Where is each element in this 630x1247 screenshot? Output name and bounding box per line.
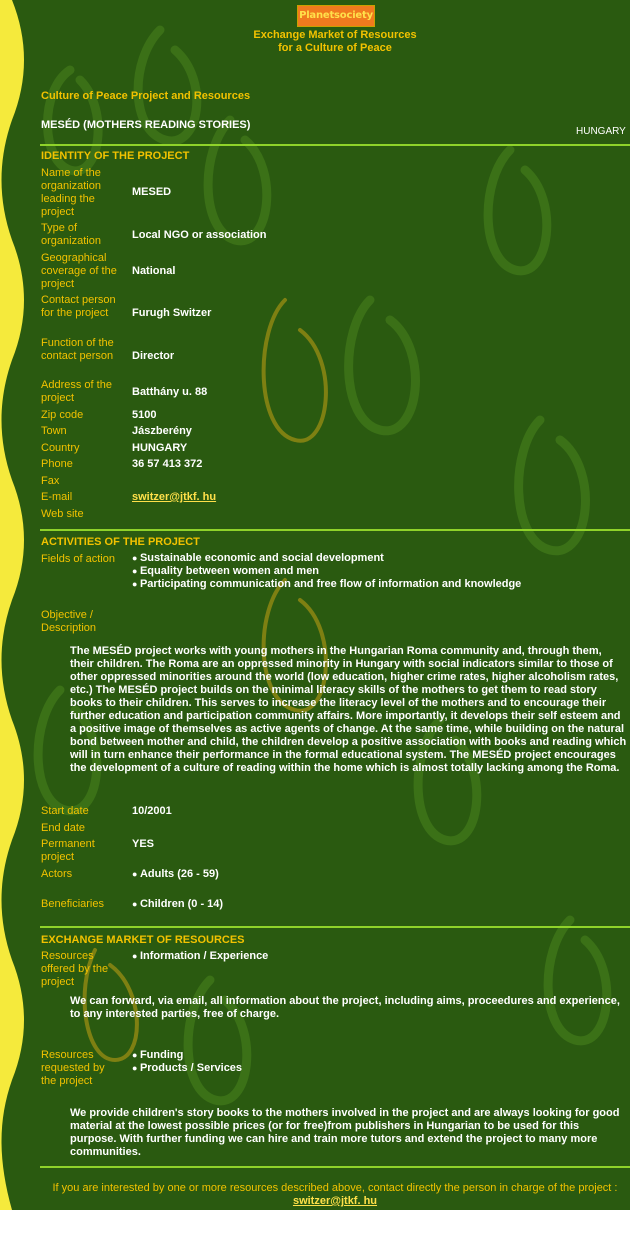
divider: [40, 144, 630, 146]
list-item: ● Children (0 - 14): [132, 898, 223, 911]
header-title-line1: Exchange Market of Resources: [253, 29, 417, 41]
identity-heading: IDENTITY OF THE PROJECT: [41, 150, 190, 162]
breadcrumb: Culture of Peace Project and Resources: [41, 90, 251, 102]
value-town: Jászberény: [132, 425, 192, 437]
value-start-date: 10/2001: [132, 805, 172, 817]
value-country: HUNGARY: [132, 442, 188, 454]
label-email: E-mail: [41, 491, 73, 503]
label-geographical-coverage: Geographical coverage of the project: [41, 252, 117, 290]
label-start-date: Start date: [41, 805, 89, 817]
project-title: MESÉD (MOTHERS READING STORIES): [41, 119, 251, 131]
value-organization-type: Local NGO or association: [132, 229, 267, 241]
label-actors: Actors: [41, 868, 73, 880]
list-item: ● Participating communication and free flow of information and knowledge: [132, 578, 521, 591]
value-contact-function: Director: [132, 350, 175, 362]
value-phone: 36 57 413 372: [132, 458, 203, 470]
label-organization-type: Type of organization: [41, 222, 101, 247]
footer-text: If you are interested by one or more resources described above, contact directly the person in charge of the project :: [52, 1182, 618, 1194]
project-description: The MESÉD project works with young mothers in the Hungarian Roma community and, through them, their children. The Roma are an oppressed minority in Hungary with social indicators similar to those of other oppressed minorities around the world (low education, higher crime rates, higher alcoholism rates, etc.) The MESÉD project builds on the minimal literacy skills of the mothers to get them to read story books to their children. This serves to increase the literacy level of the mothers and to encourage their further education and participation community affairs. More importantly, it develops their self esteem and a positive image of themselves as active agents of change. At the same time, while building on the natural bond between mother and child, the children develop a positive association with books and reading which will in turn enhance their performance in the formal educational system. The MESÉD project encourages the development of a culture of reading within the home which is almost totally lacking among the Roma.: [70, 645, 627, 774]
list-item: ● Information / Experience: [132, 950, 268, 963]
label-contact-function: Function of the contact person: [41, 337, 114, 362]
divider: [40, 926, 630, 928]
exchange-heading: EXCHANGE MARKET OF RESOURCES: [41, 934, 245, 946]
divider: [40, 1166, 630, 1168]
label-objective: Objective / Description: [41, 609, 97, 634]
actors-list: [132, 868, 219, 881]
resources-offered-list: [132, 950, 268, 963]
country-tag: HUNGARY: [576, 126, 626, 137]
label-resources-offered: Resources offered by the project: [41, 950, 109, 988]
resources-offered-text: We can forward, via email, all information about the project, including aims, proceedures and experience, to any interested parties, free of charge.: [70, 995, 620, 1020]
value-permanent-project: YES: [132, 838, 155, 850]
label-beneficiaries: Beneficiaries: [41, 898, 104, 910]
resources-requested-text: We provide children's story books to the mothers involved in the project and are always looking for good material at the lowest possible prices (or for free)from publishers in Hungarian to be used for this purpose. With further funding we can hire and train more tutors and extend the project to many more communities.: [70, 1107, 620, 1158]
list-item: ● Adults (26 - 59): [132, 868, 219, 881]
left-wave-border: [0, 0, 30, 1210]
footer-email-link[interactable]: switzer@jtkf. hu: [292, 1195, 378, 1207]
fields-of-action-list: [132, 552, 521, 591]
label-resources-requested: Resources requested by the project: [41, 1049, 105, 1087]
label-zip-code: Zip code: [41, 409, 84, 421]
label-phone: Phone: [41, 458, 73, 470]
label-organization-name: Name of the organization leading the project: [41, 167, 101, 218]
label-contact-person: Contact person for the project: [41, 294, 116, 319]
list-item: ● Sustainable economic and social development: [132, 552, 521, 565]
value-address: Batthány u. 88: [132, 386, 208, 398]
label-fax: Fax: [41, 475, 60, 487]
header-title-line2: for a Culture of Peace: [278, 42, 392, 54]
activities-heading: ACTIVITIES OF THE PROJECT: [41, 536, 200, 548]
label-country: Country: [41, 442, 80, 454]
label-end-date: End date: [41, 822, 86, 834]
list-item: ● Equality between women and men: [132, 565, 521, 578]
label-website: Web site: [41, 508, 84, 520]
label-address: Address of the project: [41, 379, 112, 404]
label-permanent-project: Permanent project: [41, 838, 95, 863]
email-link[interactable]: switzer@jtkf. hu: [132, 491, 217, 503]
footer-contact: [40, 1182, 630, 1208]
resources-requested-list: [132, 1049, 242, 1075]
label-town: Town: [41, 425, 67, 437]
value-organization-name: MESED: [132, 186, 172, 198]
value-geographical-coverage: National: [132, 265, 176, 277]
list-item: ● Products / Services: [132, 1062, 242, 1075]
label-fields-of-action: Fields of action: [41, 553, 115, 565]
value-contact-person: Furugh Switzer: [132, 307, 212, 319]
list-item: ● Funding: [132, 1049, 242, 1062]
value-zip-code: 5100: [132, 409, 157, 421]
divider: [40, 529, 630, 531]
planetsociety-logo[interactable]: Planetsociety: [297, 5, 375, 27]
beneficiaries-list: [132, 898, 223, 911]
